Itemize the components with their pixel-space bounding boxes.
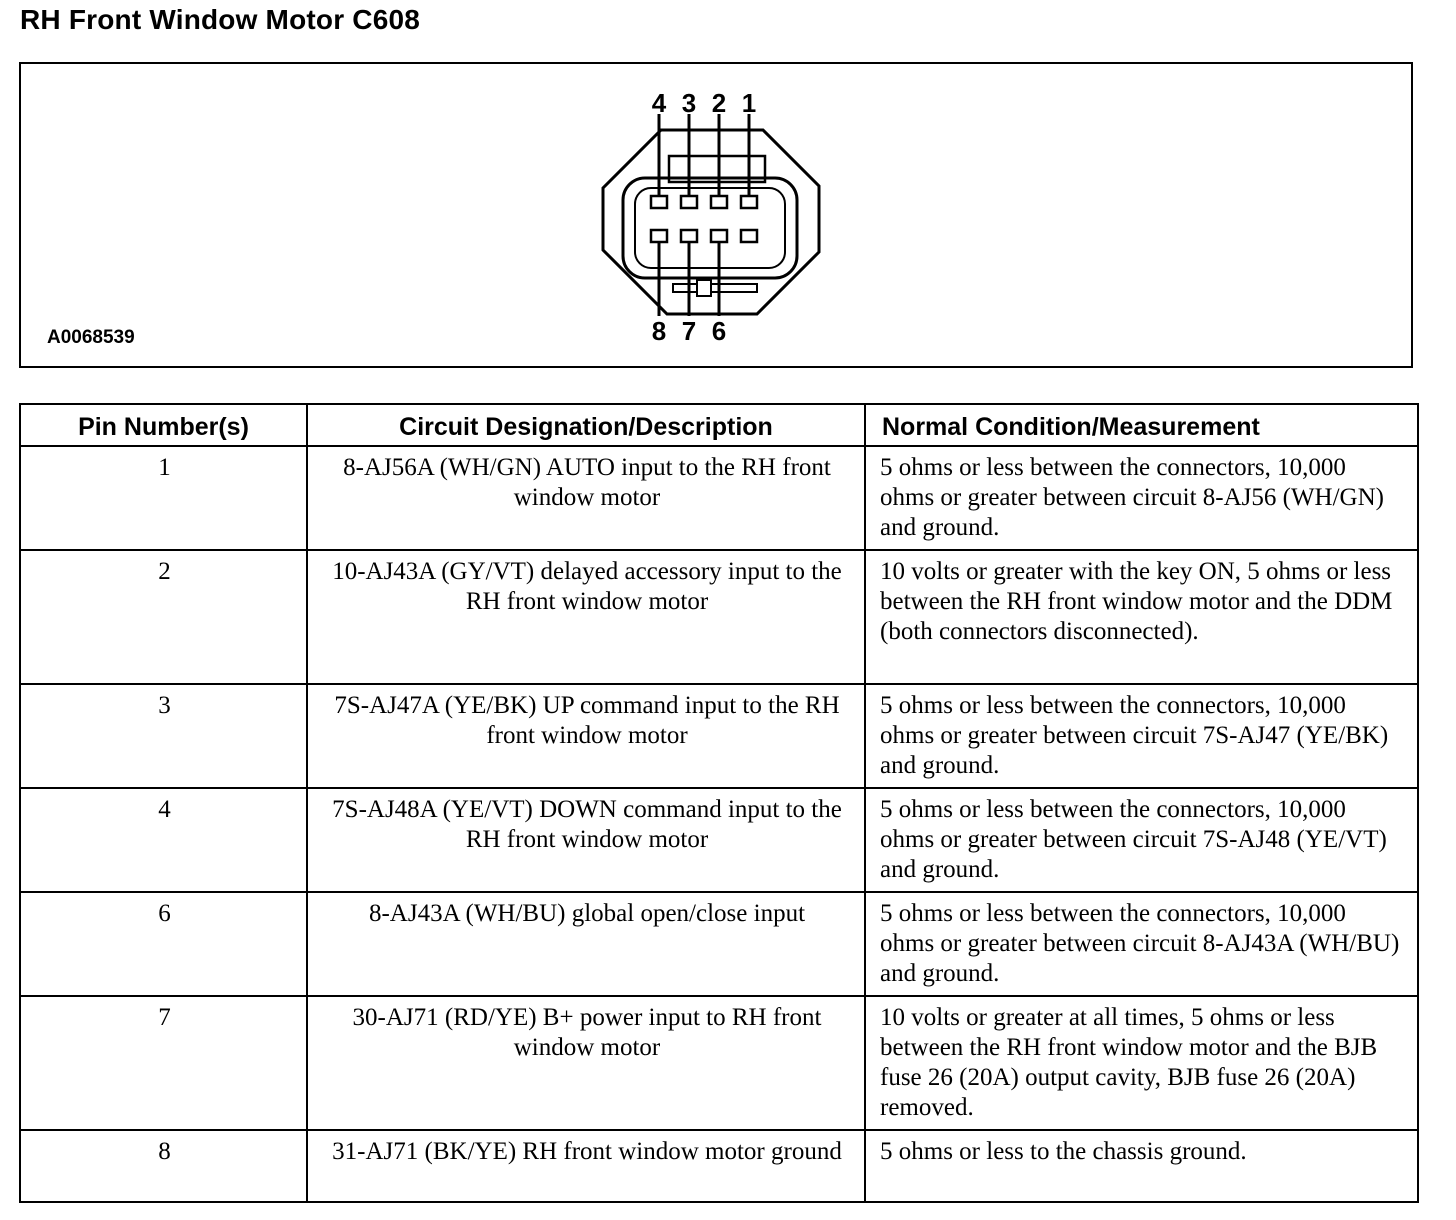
pin-label-bottom: 8 bbox=[651, 316, 667, 346]
connector-inner-frame bbox=[623, 178, 797, 278]
table-row bbox=[20, 996, 1418, 1130]
pin-label-top: 2 bbox=[711, 88, 727, 118]
pin-number-cell: 6 bbox=[20, 892, 307, 996]
pin-number-cell: 1 bbox=[20, 446, 307, 550]
circuit-description-cell: 8-AJ56A (WH/GN) AUTO input to the RH front window motor bbox=[307, 446, 865, 550]
pin-label-top: 4 bbox=[651, 88, 667, 118]
circuit-description-cell: 8-AJ43A (WH/BU) global open/close input bbox=[307, 892, 865, 996]
pin-label-top: 1 bbox=[741, 88, 757, 118]
condition-cell: 5 ohms or less between the connectors, 10,000 ohms or greater between circuit 7S-AJ47 (YE/BK) and ground. bbox=[865, 684, 1418, 788]
connector-diagram bbox=[19, 62, 1413, 368]
header-pin-numbers: Pin Number(s) bbox=[20, 404, 307, 446]
connector-face-drawing bbox=[21, 64, 1411, 366]
pin-number-cell: 4 bbox=[20, 788, 307, 892]
table-header-row bbox=[20, 404, 1418, 446]
pin-cavity-7 bbox=[681, 230, 697, 242]
circuit-description-cell: 7S-AJ48A (YE/VT) DOWN command input to the RH front window motor bbox=[307, 788, 865, 892]
circuit-description-cell: 31-AJ71 (BK/YE) RH front window motor ground bbox=[307, 1130, 865, 1202]
figure-id: A0068539 bbox=[47, 327, 135, 348]
header-circuit-designation: Circuit Designation/Description bbox=[307, 404, 865, 446]
pin-label-bottom: 7 bbox=[681, 316, 697, 346]
pin-table bbox=[19, 403, 1419, 1203]
pin-number-cell: 3 bbox=[20, 684, 307, 788]
connector-keyway bbox=[673, 284, 757, 292]
table-row bbox=[20, 1130, 1418, 1202]
pin-cavity-8 bbox=[651, 230, 667, 242]
condition-cell: 5 ohms or less between the connectors, 10,000 ohms or greater between circuit 8-AJ56 (WH/GN) and ground. bbox=[865, 446, 1418, 550]
condition-cell: 10 volts or greater with the key ON, 5 ohms or less between the RH front window motor and the DDM (both connectors disconnected). bbox=[865, 550, 1418, 684]
circuit-description-cell: 10-AJ43A (GY/VT) delayed accessory input to the RH front window motor bbox=[307, 550, 865, 684]
condition-cell: 5 ohms or less between the connectors, 10,000 ohms or greater between circuit 7S-AJ48 (YE/VT) and ground. bbox=[865, 788, 1418, 892]
condition-cell: 10 volts or greater at all times, 5 ohms or less between the RH front window motor and the BJB fuse 26 (20A) output cavity, BJB fuse 26 (20A) removed. bbox=[865, 996, 1418, 1130]
pin-cavity-6 bbox=[711, 230, 727, 242]
pin-cavity-5 bbox=[741, 230, 757, 242]
pin-cavity-3 bbox=[681, 196, 697, 208]
table-row bbox=[20, 446, 1418, 550]
table-row bbox=[20, 550, 1418, 684]
table-row bbox=[20, 892, 1418, 996]
page-title: RH Front Window Motor C608 bbox=[20, 4, 421, 35]
circuit-description-cell: 7S-AJ47A (YE/BK) UP command input to the RH front window motor bbox=[307, 684, 865, 788]
pin-number-cell: 2 bbox=[20, 550, 307, 684]
table-row bbox=[20, 684, 1418, 788]
table-row bbox=[20, 788, 1418, 892]
pin-label-top: 3 bbox=[681, 88, 697, 118]
pin-cavity-1 bbox=[741, 196, 757, 208]
circuit-description-cell: 30-AJ71 (RD/YE) B+ power input to RH front window motor bbox=[307, 996, 865, 1130]
pin-label-bottom: 6 bbox=[711, 316, 727, 346]
condition-cell: 5 ohms or less to the chassis ground. bbox=[865, 1130, 1418, 1202]
pin-number-cell: 7 bbox=[20, 996, 307, 1130]
pin-cavity-2 bbox=[711, 196, 727, 208]
pin-number-cell: 8 bbox=[20, 1130, 307, 1202]
condition-cell: 5 ohms or less between the connectors, 10,000 ohms or greater between circuit 8-AJ43A (WH/BU) and ground. bbox=[865, 892, 1418, 996]
pin-cavity-4 bbox=[651, 196, 667, 208]
header-normal-condition: Normal Condition/Measurement bbox=[865, 404, 1418, 446]
